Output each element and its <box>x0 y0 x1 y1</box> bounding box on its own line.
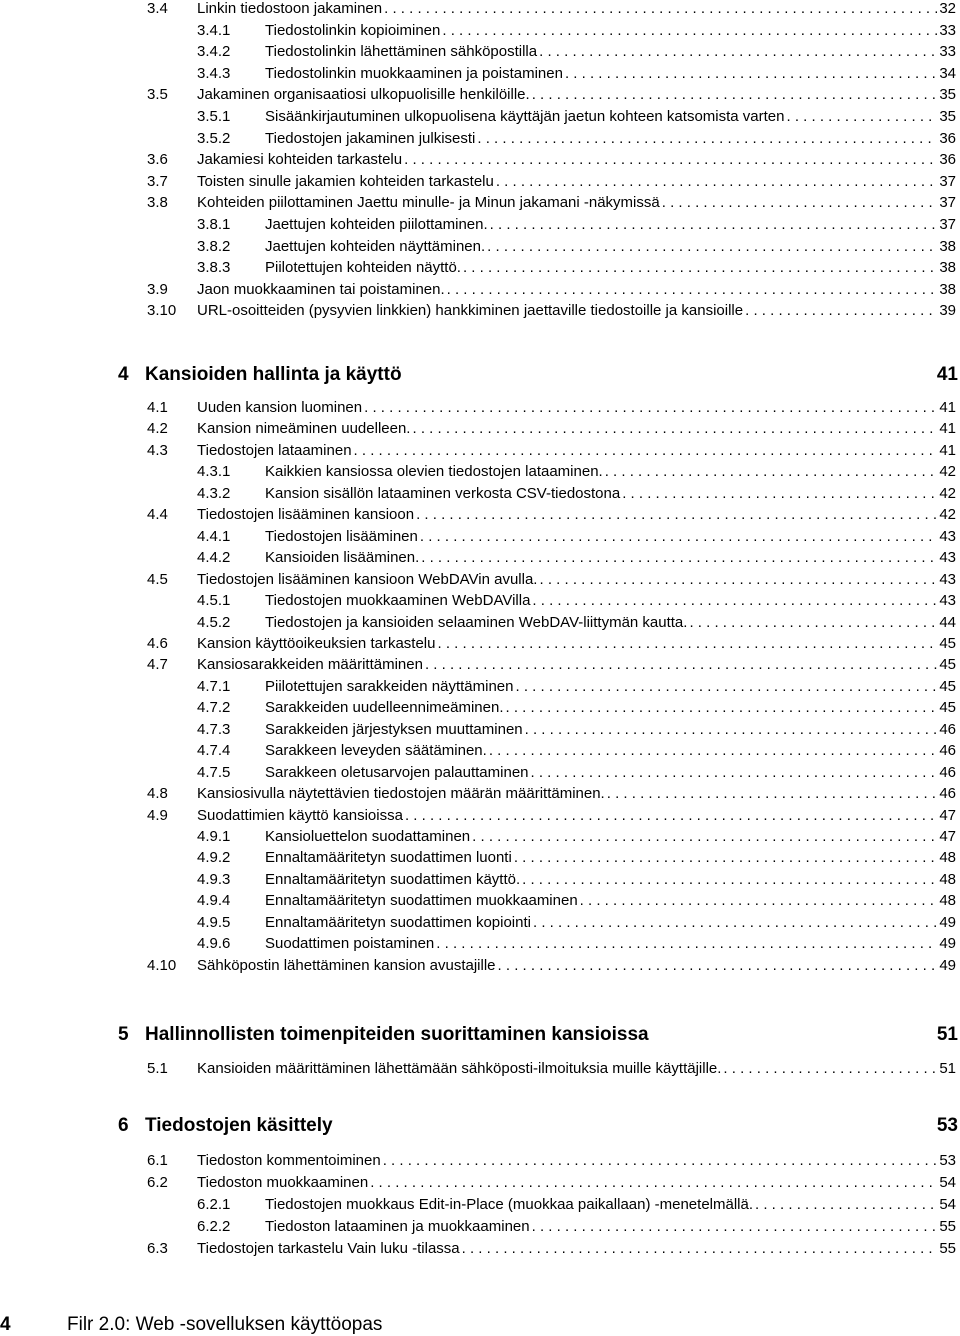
toc-leader-dots <box>463 259 937 277</box>
toc-leader-dots <box>416 506 937 524</box>
toc-entry-number: 4.4 <box>147 506 168 523</box>
toc-entry-title: Tiedoston kommentoiminen <box>197 1152 381 1169</box>
toc-entry[interactable] <box>197 892 956 910</box>
toc-entry-number: 3.4.2 <box>197 43 231 60</box>
toc-chapter-heading[interactable] <box>118 1024 958 1046</box>
toc-leader-dots <box>565 65 937 83</box>
toc-entry-title: Tiedostojen ja kansioiden selaaminen WebDAV-liittymän kautta. <box>265 614 688 631</box>
toc-leader-dots <box>370 1174 937 1192</box>
chapter-number: 5 <box>118 1024 129 1045</box>
toc-entry-title: Tiedostojen jakaminen julkisesti <box>265 130 476 147</box>
toc-entry[interactable] <box>147 151 956 169</box>
toc-leader-dots <box>421 549 937 567</box>
toc-entry[interactable] <box>197 130 956 148</box>
toc-entry-title: Tiedoston lataaminen ja muokkaaminen <box>265 1218 530 1235</box>
toc-entry[interactable] <box>197 678 956 696</box>
toc-entry-title: Sisäänkirjautuminen ulkopuolisena käyttäjän jaetun kohteen katsomista varten <box>265 108 785 125</box>
toc-entry-page: 46 <box>939 785 956 802</box>
toc-leader-dots <box>354 442 938 460</box>
toc-entry-page: 36 <box>939 130 956 147</box>
toc-leader-dots <box>525 721 938 739</box>
toc-entry-page: 37 <box>939 194 956 211</box>
toc-entry-page: 36 <box>939 151 956 168</box>
toc-entry-number: 6.3 <box>147 1240 168 1257</box>
toc-leader-dots <box>622 485 937 503</box>
toc-entry-number: 6.2.2 <box>197 1218 231 1235</box>
toc-leader-dots <box>514 849 938 867</box>
toc-leader-dots <box>472 828 937 846</box>
toc-entry-page: 48 <box>939 892 956 909</box>
toc-entry-number: 3.8.2 <box>197 238 231 255</box>
toc-entry[interactable] <box>147 656 956 674</box>
toc-leader-dots <box>425 656 937 674</box>
toc-leader-dots <box>522 871 937 889</box>
toc-entry-page: 49 <box>939 935 956 952</box>
toc-entry-number: 4.9.4 <box>197 892 231 909</box>
toc-entry-number: 4.2 <box>147 420 168 437</box>
toc-entry-page: 53 <box>939 1152 956 1169</box>
toc-entry[interactable] <box>197 238 956 256</box>
toc-entry[interactable] <box>197 828 956 846</box>
toc-entry-page: 41 <box>939 420 956 437</box>
toc-entry-title: Sarakkeiden järjestyksen muuttaminen <box>265 721 523 738</box>
toc-entry[interactable] <box>197 108 956 126</box>
toc-entry-title: Ennaltamääritetyn suodattimen kopiointi <box>265 914 531 931</box>
toc-entry-title: Kohteiden piilottaminen Jaettu minulle- ja Minun jakamani -näkymissä <box>197 194 660 211</box>
toc-entry-number: 4.9 <box>147 807 168 824</box>
toc-entry[interactable] <box>197 1218 956 1236</box>
toc-entry-title: Tiedostolinkin kopioiminen <box>265 22 441 39</box>
toc-entry-title: Sarakkeen oletusarvojen palauttaminen <box>265 764 529 781</box>
toc-leader-dots <box>745 302 937 320</box>
toc-entry[interactable] <box>147 442 956 460</box>
toc-entry[interactable] <box>197 549 956 567</box>
toc-leader-dots <box>404 151 937 169</box>
toc-entry-title: Tiedostojen tarkastelu Vain luku -tilassa <box>197 1240 460 1257</box>
toc-entry[interactable] <box>197 592 956 610</box>
toc-entry-number: 4.3.1 <box>197 463 231 480</box>
toc-entry-title: Jakamiesi kohteiden tarkastelu <box>197 151 403 168</box>
toc-entry-number: 4.5.2 <box>197 614 231 631</box>
toc-entry[interactable] <box>147 635 956 653</box>
toc-leader-dots <box>462 1240 938 1258</box>
toc-entry[interactable] <box>147 1060 956 1078</box>
toc-entry-number: 3.4.1 <box>197 22 231 39</box>
toc-entry[interactable] <box>197 699 956 717</box>
toc-entry-number: 4.7.1 <box>197 678 231 695</box>
toc-leader-dots <box>539 571 937 589</box>
toc-entry-page: 49 <box>939 914 956 931</box>
toc-entry-number: 3.5.1 <box>197 108 231 125</box>
toc-entry-title: Kansiosarakkeiden määrittäminen <box>197 656 423 673</box>
toc-entry[interactable] <box>197 764 956 782</box>
toc-entry-page: 42 <box>939 506 956 523</box>
toc-entry[interactable] <box>147 506 956 524</box>
toc-entry-page: 45 <box>939 656 956 673</box>
toc-entry-page: 54 <box>939 1196 956 1213</box>
toc-chapter-heading[interactable] <box>118 364 958 386</box>
toc-entry-title: Tiedostojen muokkaaminen WebDAVilla <box>265 592 531 609</box>
toc-entry-number: 6.1 <box>147 1152 168 1169</box>
toc-entry-number: 4.5 <box>147 571 168 588</box>
toc-entry-title: Piilotettujen sarakkeiden näyttäminen <box>265 678 514 695</box>
toc-entry[interactable] <box>147 807 956 825</box>
footer-page-number: 4 <box>0 1314 11 1335</box>
toc-entry[interactable] <box>197 742 956 760</box>
toc-entry[interactable] <box>147 86 956 104</box>
toc-leader-dots <box>496 173 937 191</box>
toc-leader-dots <box>437 635 937 653</box>
toc-entry-page: 32 <box>939 0 956 17</box>
toc-entry[interactable] <box>147 571 956 589</box>
toc-entry-number: 3.9 <box>147 281 168 298</box>
toc-entry-title: Kaikkien kansiossa olevien tiedostojen lataaminen. <box>265 463 603 480</box>
toc-leader-dots <box>489 742 938 760</box>
toc-leader-dots <box>364 399 937 417</box>
toc-leader-dots <box>384 0 937 18</box>
toc-entry-number: 4.9.6 <box>197 935 231 952</box>
toc-entry-title: Ennaltamääritetyn suodattimen luonti <box>265 849 512 866</box>
toc-entry-title: Toisten sinulle jakamien kohteiden tarkastelu <box>197 173 494 190</box>
toc-entry[interactable] <box>197 65 956 83</box>
toc-entry-number: 3.5.2 <box>197 130 231 147</box>
chapter-page: 51 <box>936 1024 958 1045</box>
toc-entry-page: 43 <box>939 592 956 609</box>
toc-entry-page: 48 <box>939 849 956 866</box>
toc-entry-page: 45 <box>939 635 956 652</box>
toc-entry-title: Kansion käyttöoikeuksien tarkastelu <box>197 635 436 652</box>
toc-entry[interactable] <box>147 1174 956 1192</box>
toc-entry-page: 37 <box>939 173 956 190</box>
toc-entry-page: 35 <box>939 86 956 103</box>
toc-entry[interactable] <box>147 173 956 191</box>
toc-entry-title: Jakaminen organisaatiosi ulkopuolisille henkilöille. <box>197 86 530 103</box>
toc-entry-number: 4.5.1 <box>197 592 231 609</box>
toc-entry[interactable] <box>197 1196 956 1214</box>
toc-entry[interactable] <box>147 281 956 299</box>
toc-leader-dots <box>442 22 937 40</box>
toc-leader-dots <box>607 785 938 803</box>
toc-entry-title: Jaettujen kohteiden näyttäminen. <box>265 238 486 255</box>
toc-entry-page: 44 <box>939 614 956 631</box>
toc-entry-page: 38 <box>939 238 956 255</box>
toc-entry-page: 42 <box>939 463 956 480</box>
toc-entry-number: 3.5 <box>147 86 168 103</box>
chapter-title: Tiedostojen käsittely <box>145 1115 333 1136</box>
toc-entry-title: Sähköpostin lähettäminen kansion avustajille <box>197 957 496 974</box>
toc-leader-dots <box>662 194 938 212</box>
chapter-title: Kansioiden hallinta ja käyttö <box>145 364 402 385</box>
toc-entry[interactable] <box>197 259 956 277</box>
toc-entry-title: Suodattimen poistaminen <box>265 935 435 952</box>
toc-entry-page: 41 <box>939 399 956 416</box>
toc-leader-dots <box>533 914 937 932</box>
toc-leader-dots <box>412 420 937 438</box>
toc-entry-number: 3.8.1 <box>197 216 231 233</box>
toc-entry-number: 3.6 <box>147 151 168 168</box>
toc-entry-number: 4.7.2 <box>197 699 231 716</box>
toc-entry-number: 4.4.1 <box>197 528 231 545</box>
toc-leader-dots <box>405 807 937 825</box>
toc-entry-page: 54 <box>939 1174 956 1191</box>
toc-entry[interactable] <box>147 1240 956 1258</box>
toc-entry-number: 4.9.2 <box>197 849 231 866</box>
toc-entry-number: 3.8 <box>147 194 168 211</box>
toc-entry-title: Kansiosivulla näytettävien tiedostojen määrän määrittäminen. <box>197 785 605 802</box>
toc-entry-number: 4.10 <box>147 957 177 974</box>
toc-entry[interactable] <box>197 43 956 61</box>
toc-entry-number: 6.2 <box>147 1174 168 1191</box>
toc-entry-title: Ennaltamääritetyn suodattimen muokkaaminen <box>265 892 578 909</box>
toc-entry-number: 4.4.2 <box>197 549 231 566</box>
toc-entry-number: 4.3 <box>147 442 168 459</box>
toc-leader-dots <box>532 1218 938 1236</box>
toc-entry-title: Piilotettujen kohteiden näyttö. <box>265 259 461 276</box>
toc-entry[interactable] <box>197 485 956 503</box>
toc-entry-page: 33 <box>939 43 956 60</box>
toc-entry-title: Tiedostolinkin muokkaaminen ja poistaminen <box>265 65 563 82</box>
toc-leader-dots <box>436 935 937 953</box>
toc-entry-number: 4.9.1 <box>197 828 231 845</box>
toc-entry-page: 34 <box>939 65 956 82</box>
toc-entry-number: 6.2.1 <box>197 1196 231 1213</box>
toc-entry-page: 43 <box>939 528 956 545</box>
toc-entry-page: 35 <box>939 108 956 125</box>
chapter-page: 41 <box>936 364 958 385</box>
toc-entry[interactable] <box>197 528 956 546</box>
toc-entry-title: URL-osoitteiden (pysyvien linkkien) hankkiminen jaettaville tiedostoille ja kansioille <box>197 302 744 319</box>
toc-entry-number: 5.1 <box>147 1060 168 1077</box>
toc-leader-dots <box>383 1152 938 1170</box>
toc-entry-page: 39 <box>939 302 956 319</box>
toc-entry[interactable] <box>197 914 956 932</box>
toc-leader-dots <box>498 957 938 975</box>
chapter-number: 6 <box>118 1115 129 1136</box>
chapter-page: 53 <box>936 1115 958 1136</box>
toc-entry-number: 4.8 <box>147 785 168 802</box>
toc-entry-page: 41 <box>939 442 956 459</box>
toc-entry-number: 4.7 <box>147 656 168 673</box>
toc-entry-title: Tiedostolinkin lähettäminen sähköpostilla <box>265 43 538 60</box>
toc-entry-title: Tiedostojen muokkaus Edit-in-Place (muokkaa paikallaan) -menetelmällä. <box>265 1196 754 1213</box>
toc-entry[interactable] <box>197 871 956 889</box>
toc-entry-number: 3.4 <box>147 0 168 17</box>
toc-entry[interactable] <box>197 614 956 632</box>
toc-entry-page: 46 <box>939 721 956 738</box>
toc-entry-number: 3.7 <box>147 173 168 190</box>
toc-entry[interactable] <box>197 935 956 953</box>
toc-entry-title: Jaon muokkaaminen tai poistaminen. <box>197 281 445 298</box>
toc-entry-number: 4.6 <box>147 635 168 652</box>
toc-entry-title: Tiedostojen lisääminen kansioon <box>197 506 415 523</box>
toc-leader-dots <box>477 130 937 148</box>
toc-leader-dots <box>515 678 937 696</box>
toc-entry-page: 47 <box>939 807 956 824</box>
toc-entry-number: 4.1 <box>147 399 168 416</box>
toc-entry-title: Ennaltamääritetyn suodattimen käyttö. <box>265 871 521 888</box>
toc-entry[interactable] <box>147 302 956 320</box>
chapter-number: 4 <box>118 364 129 385</box>
toc-entry-page: 43 <box>939 571 956 588</box>
toc-entry[interactable] <box>197 849 956 867</box>
toc-entry-title: Kansioiden lisääminen. <box>265 549 420 566</box>
toc-entry[interactable] <box>147 957 956 975</box>
toc-leader-dots <box>487 238 937 256</box>
toc-leader-dots <box>539 43 937 61</box>
toc-entry-number: 4.9.3 <box>197 871 231 888</box>
toc-entry[interactable] <box>197 463 956 481</box>
toc-entry-number: 3.4.3 <box>197 65 231 82</box>
toc-leader-dots <box>532 592 937 610</box>
toc-entry[interactable] <box>197 721 956 739</box>
toc-entry-page: 46 <box>939 742 956 759</box>
toc-entry-number: 4.3.2 <box>197 485 231 502</box>
toc-entry-number: 3.8.3 <box>197 259 231 276</box>
toc-leader-dots <box>689 614 937 632</box>
toc-entry[interactable] <box>147 0 956 18</box>
toc-entry-page: 49 <box>939 957 956 974</box>
toc-leader-dots <box>531 764 938 782</box>
toc-entry-page: 33 <box>939 22 956 39</box>
toc-entry-number: 3.10 <box>147 302 177 319</box>
toc-chapter-heading[interactable] <box>118 1115 958 1137</box>
toc-entry-title: Kansion sisällön lataaminen verkosta CSV-tiedostona <box>265 485 621 502</box>
toc-entry-page: 43 <box>939 549 956 566</box>
chapter-title: Hallinnollisten toimenpiteiden suorittaminen kansioissa <box>145 1024 649 1045</box>
toc-entry-title: Tiedostojen lisääminen <box>265 528 418 545</box>
toc-leader-dots <box>605 463 938 481</box>
toc-entry-title: Kansioluettelon suodattaminen <box>265 828 471 845</box>
toc-leader-dots <box>506 699 938 717</box>
toc-entry-title: Kansioiden määrittäminen lähettämään sähköposti-ilmoituksia muille käyttäjille. <box>197 1060 722 1077</box>
toc-entry-title: Jaettujen kohteiden piilottaminen. <box>265 216 488 233</box>
toc-entry[interactable] <box>197 22 956 40</box>
toc-entry[interactable] <box>147 1152 956 1170</box>
toc-entry-page: 55 <box>939 1240 956 1257</box>
toc-leader-dots <box>786 108 937 126</box>
toc-entry-title: Uuden kansion luominen <box>197 399 363 416</box>
toc-entry[interactable] <box>197 216 956 234</box>
toc-entry[interactable] <box>147 785 956 803</box>
toc-leader-dots <box>755 1196 937 1214</box>
toc-entry[interactable] <box>147 194 956 212</box>
toc-entry-page: 45 <box>939 699 956 716</box>
toc-entry-page: 47 <box>939 828 956 845</box>
toc-entry-title: Tiedostojen lisääminen kansioon WebDAVin avulla. <box>197 571 538 588</box>
toc-entry-number: 4.7.5 <box>197 764 231 781</box>
toc-leader-dots <box>447 281 938 299</box>
toc-entry-title: Linkin tiedostoon jakaminen <box>197 0 383 17</box>
toc-entry[interactable] <box>147 420 956 438</box>
toc-entry-page: 46 <box>939 764 956 781</box>
toc-entry-page: 38 <box>939 259 956 276</box>
toc-leader-dots <box>490 216 938 234</box>
toc-entry-page: 45 <box>939 678 956 695</box>
toc-leader-dots <box>532 86 938 104</box>
toc-entry-title: Sarakkeen leveyden säätäminen. <box>265 742 487 759</box>
toc-entry-page: 48 <box>939 871 956 888</box>
footer-book-title: Filr 2.0: Web -sovelluksen käyttöopas <box>67 1314 383 1335</box>
toc-entry-title: Tiedostojen lataaminen <box>197 442 352 459</box>
toc-entry-title: Tiedoston muokkaaminen <box>197 1174 369 1191</box>
toc-entry-number: 4.7.3 <box>197 721 231 738</box>
toc-leader-dots <box>580 892 938 910</box>
toc-entry-page: 55 <box>939 1218 956 1235</box>
toc-entry-page: 37 <box>939 216 956 233</box>
toc-entry-page: 38 <box>939 281 956 298</box>
toc-entry-title: Kansion nimeäminen uudelleen. <box>197 420 411 437</box>
toc-leader-dots <box>723 1060 937 1078</box>
toc-entry-title: Sarakkeiden uudelleennimeäminen. <box>265 699 504 716</box>
toc-leader-dots <box>420 528 937 546</box>
toc-entry-page: 42 <box>939 485 956 502</box>
toc-entry-number: 4.9.5 <box>197 914 231 931</box>
toc-entry[interactable] <box>147 399 956 417</box>
toc-entry-page: 51 <box>939 1060 956 1077</box>
toc-entry-title: Suodattimien käyttö kansioissa <box>197 807 403 824</box>
toc-entry-number: 4.7.4 <box>197 742 231 759</box>
